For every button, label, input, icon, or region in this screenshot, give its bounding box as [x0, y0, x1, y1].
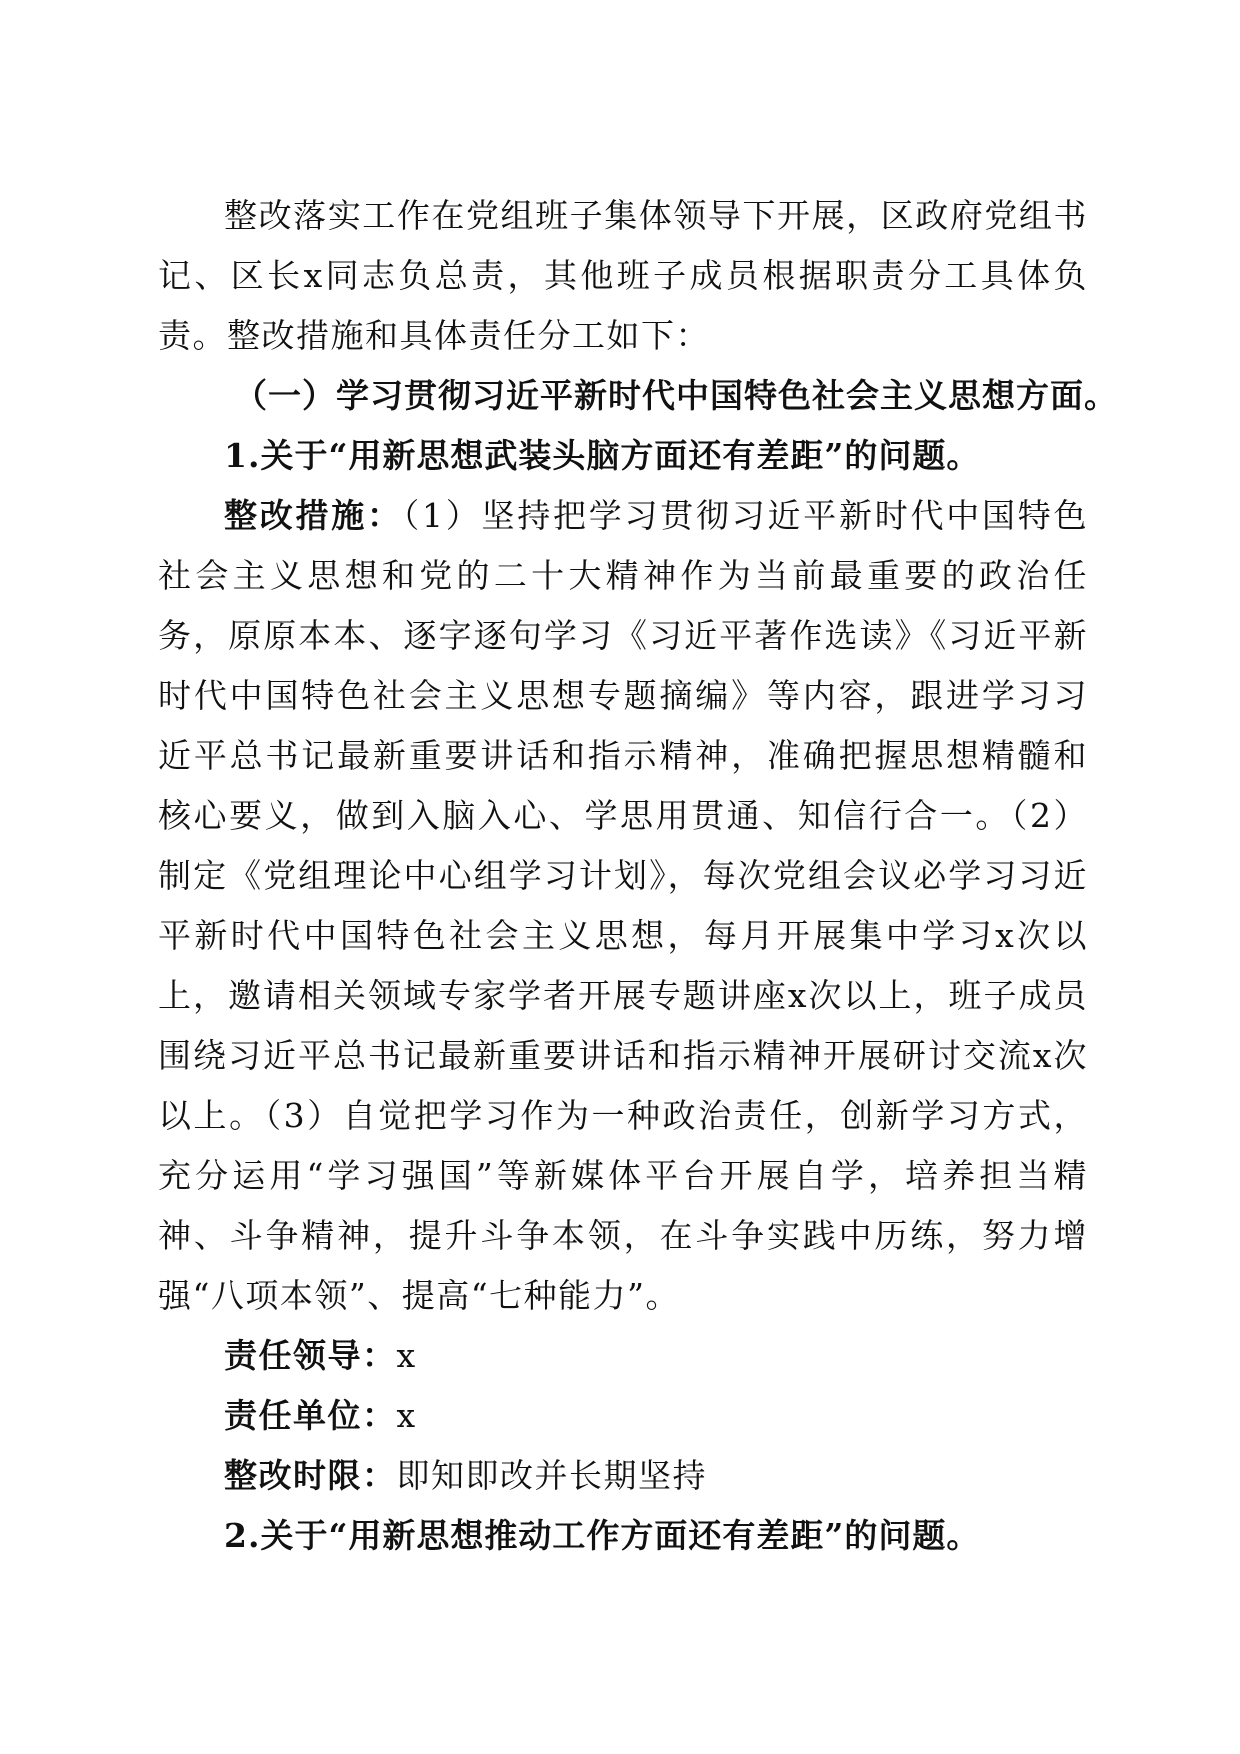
leader-value: x [396, 1336, 417, 1375]
item1-heading: 1.关于“用新思想武装头脑方面还有差距”的问题。 [224, 436, 981, 475]
item1-measures-paragraph [158, 486, 1088, 1326]
responsible-leader-line [158, 1326, 1088, 1386]
leader-label: 责任领导： [224, 1336, 397, 1375]
section-heading: （一）学习贯彻习近平新时代中国特色社会主义思想方面。 [234, 376, 1118, 415]
unit-value: x [396, 1396, 417, 1435]
unit-label: 责任单位： [224, 1396, 397, 1435]
measures-text: （1）坚持把学习贯彻习近平新时代中国特色社会主义思想和党的二十大精神作为当前最重要的政治任务，原原本本、逐字逐句学习《习近平著作选读》《习近平新时代中国特色社会主义思想专题摘编》等内容，跟进学习习近平总书记最新重要讲话和指示精神，准确把握思想精髓和核心要义，做到入脑入心、学思用贯通、知信行合一。（2）制定《党组理论中心组学习计划》，每次党组会议必学习习近平新时代中国特色社会主义思想，每月开展集中学习x次以上，邀请相关领域专家学者开展专题讲座x次以上，班子成员围绕习近平总书记最新重要讲话和指示精神开展研讨交流x次以上。（3）自觉把学习作为一种政治责任，创新学习方式，充分运用“学习强国”等新媒体平台开展自学，培养担当精神、斗争精神，提升斗争本领，在斗争实践中历练，努力增强“八项本领”、提高“七种能力”。 [158, 496, 1088, 1315]
deadline-label: 整改时限： [224, 1456, 397, 1495]
document-body [158, 186, 1118, 1566]
intro-paragraph: 整改落实工作在党组班子集体领导下开展，区政府党组书记、区长x同志负总责，其他班子成员根据职责分工具体负责。整改措施和具体责任分工如下： [158, 196, 1088, 355]
deadline-line [158, 1446, 1088, 1506]
item2-heading: 2.关于“用新思想推动工作方面还有差距”的问题。 [224, 1516, 981, 1555]
responsible-unit-line [158, 1386, 1088, 1446]
deadline-value: 即知即改并长期坚持 [396, 1456, 707, 1495]
measures-label: 整改措施： [224, 496, 403, 535]
